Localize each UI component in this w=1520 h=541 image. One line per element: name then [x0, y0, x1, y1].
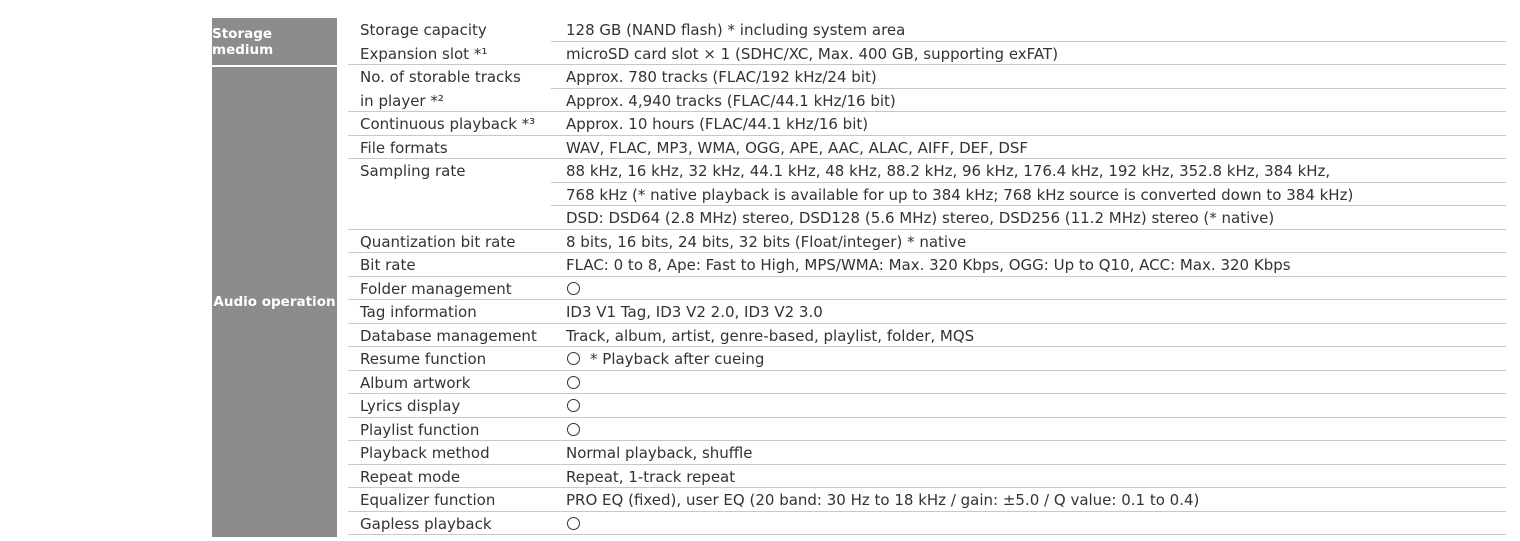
spec-label: Playlist function: [360, 420, 480, 439]
spec-value: [566, 277, 590, 301]
spec-value: Approx. 780 tracks (FLAC/192 kHz/24 bit): [566, 68, 877, 86]
spec-label: Resume function: [360, 350, 487, 368]
spec-label: Lyrics display: [360, 397, 461, 415]
spec-row-storable-tracks-1: [348, 65, 1506, 89]
spec-value: [566, 371, 590, 395]
spec-value: DSD: DSD64 (2.8 MHz) stereo, DSD128 (5.6 MHz) stereo, DSD256 (11.2 MHz) stereo (* native): [566, 209, 1275, 227]
spec-row-playlist-function: [348, 418, 1506, 442]
spec-row-resume-function: [348, 347, 1506, 371]
spec-row-continuous-playback: [348, 112, 1506, 136]
spec-row-repeat-mode: [348, 465, 1506, 489]
spec-label: No. of storable tracks: [360, 68, 521, 86]
spec-row-sampling-rate-2: [348, 183, 1506, 207]
spec-label: Continuous playback *³: [360, 115, 536, 133]
spec-value: [566, 512, 590, 536]
spec-row-expansion-slot: [348, 42, 1506, 66]
spec-value: 88 kHz, 16 kHz, 32 kHz, 44.1 kHz, 48 kHz, 88.2 kHz, 96 kHz, 176.4 kHz, 192 kHz, 352.8 kHz, 384 kHz,: [566, 162, 1331, 180]
spec-row-bit-rate: [348, 253, 1506, 277]
spec-value: ID3 V1 Tag, ID3 V2 2.0, ID3 V2 3.0: [566, 303, 823, 321]
spec-label: Playback method: [360, 444, 490, 462]
category-audio-operation: Audio operation: [212, 67, 337, 537]
spec-label: Expansion slot *¹: [360, 44, 488, 63]
spec-row-equalizer-function: [348, 488, 1506, 512]
spec-row-database-management: [348, 324, 1506, 348]
spec-label: Database management: [360, 326, 537, 345]
spec-label: in player *²: [360, 91, 444, 110]
spec-label: Storage capacity: [360, 21, 487, 39]
supported-circle-icon: [567, 376, 580, 389]
spec-label: Gapless playback: [360, 514, 492, 533]
spec-row-playback-method: [348, 441, 1506, 465]
spec-row-tag-information: [348, 300, 1506, 324]
spec-value: Approx. 10 hours (FLAC/44.1 kHz/16 bit): [566, 115, 869, 133]
spec-row-gapless-playback: [348, 512, 1506, 536]
spec-row-file-formats: [348, 136, 1506, 160]
spec-label: Equalizer function: [360, 491, 496, 509]
supported-circle-icon: [567, 517, 580, 530]
spec-label: Tag information: [360, 303, 477, 321]
supported-circle-icon: [567, 352, 580, 365]
spec-value: [566, 394, 590, 418]
spec-label: Folder management: [360, 279, 512, 298]
spec-row-storable-tracks-2: [348, 89, 1506, 113]
spec-note: * Playback after cueing: [590, 350, 765, 368]
spec-row-folder-management: [348, 277, 1506, 301]
spec-value: Approx. 4,940 tracks (FLAC/44.1 kHz/16 bit): [566, 91, 896, 110]
spec-label: File formats: [360, 138, 448, 157]
spec-value: Repeat, 1-track repeat: [566, 467, 736, 486]
spec-row-album-artwork: [348, 371, 1506, 395]
spec-label: Bit rate: [360, 256, 416, 274]
spec-value: 8 bits, 16 bits, 24 bits, 32 bits (Float/integer) * native: [566, 232, 967, 251]
spec-value: Normal playback, shuffle: [566, 444, 753, 462]
spec-row-quantization-bit-rate: [348, 230, 1506, 254]
supported-circle-icon: [567, 399, 580, 412]
spec-table: [348, 18, 1506, 535]
spec-row-storage-capacity: [348, 18, 1506, 42]
spec-value: FLAC: 0 to 8, Ape: Fast to High, MPS/WMA: Max. 320 Kbps, OGG: Up to Q10, ACC: Max. 320 Kbps: [566, 256, 1291, 274]
spec-value: microSD card slot × 1 (SDHC/XC, Max. 400 GB, supporting exFAT): [566, 44, 1059, 63]
category-storage-medium: Storage medium: [212, 18, 337, 65]
spec-value: Track, album, artist, genre-based, playlist, folder, MQS: [566, 326, 975, 345]
supported-circle-icon: [567, 282, 580, 295]
spec-row-sampling-rate-3: [348, 206, 1506, 230]
spec-value: PRO EQ (fixed), user EQ (20 band: 30 Hz to 18 kHz / gain: ±5.0 / Q value: 0.1 to 0.4): [566, 491, 1200, 509]
spec-label: Album artwork: [360, 373, 471, 392]
spec-row-sampling-rate-1: [348, 159, 1506, 183]
spec-row-lyrics-display: [348, 394, 1506, 418]
spec-value: WAV, FLAC, MP3, WMA, OGG, APE, AAC, ALAC, AIFF, DEF, DSF: [566, 138, 1029, 157]
spec-value: [566, 347, 764, 371]
spec-value: [566, 418, 590, 442]
spec-label: Repeat mode: [360, 467, 461, 486]
spec-value: 128 GB (NAND flash) * including system area: [566, 21, 906, 39]
supported-circle-icon: [567, 423, 580, 436]
spec-label: Sampling rate: [360, 162, 466, 180]
spec-label: Quantization bit rate: [360, 232, 516, 251]
spec-value: 768 kHz (* native playback is available for up to 384 kHz; 768 kHz source is converted down to 384 kHz): [566, 185, 1354, 204]
